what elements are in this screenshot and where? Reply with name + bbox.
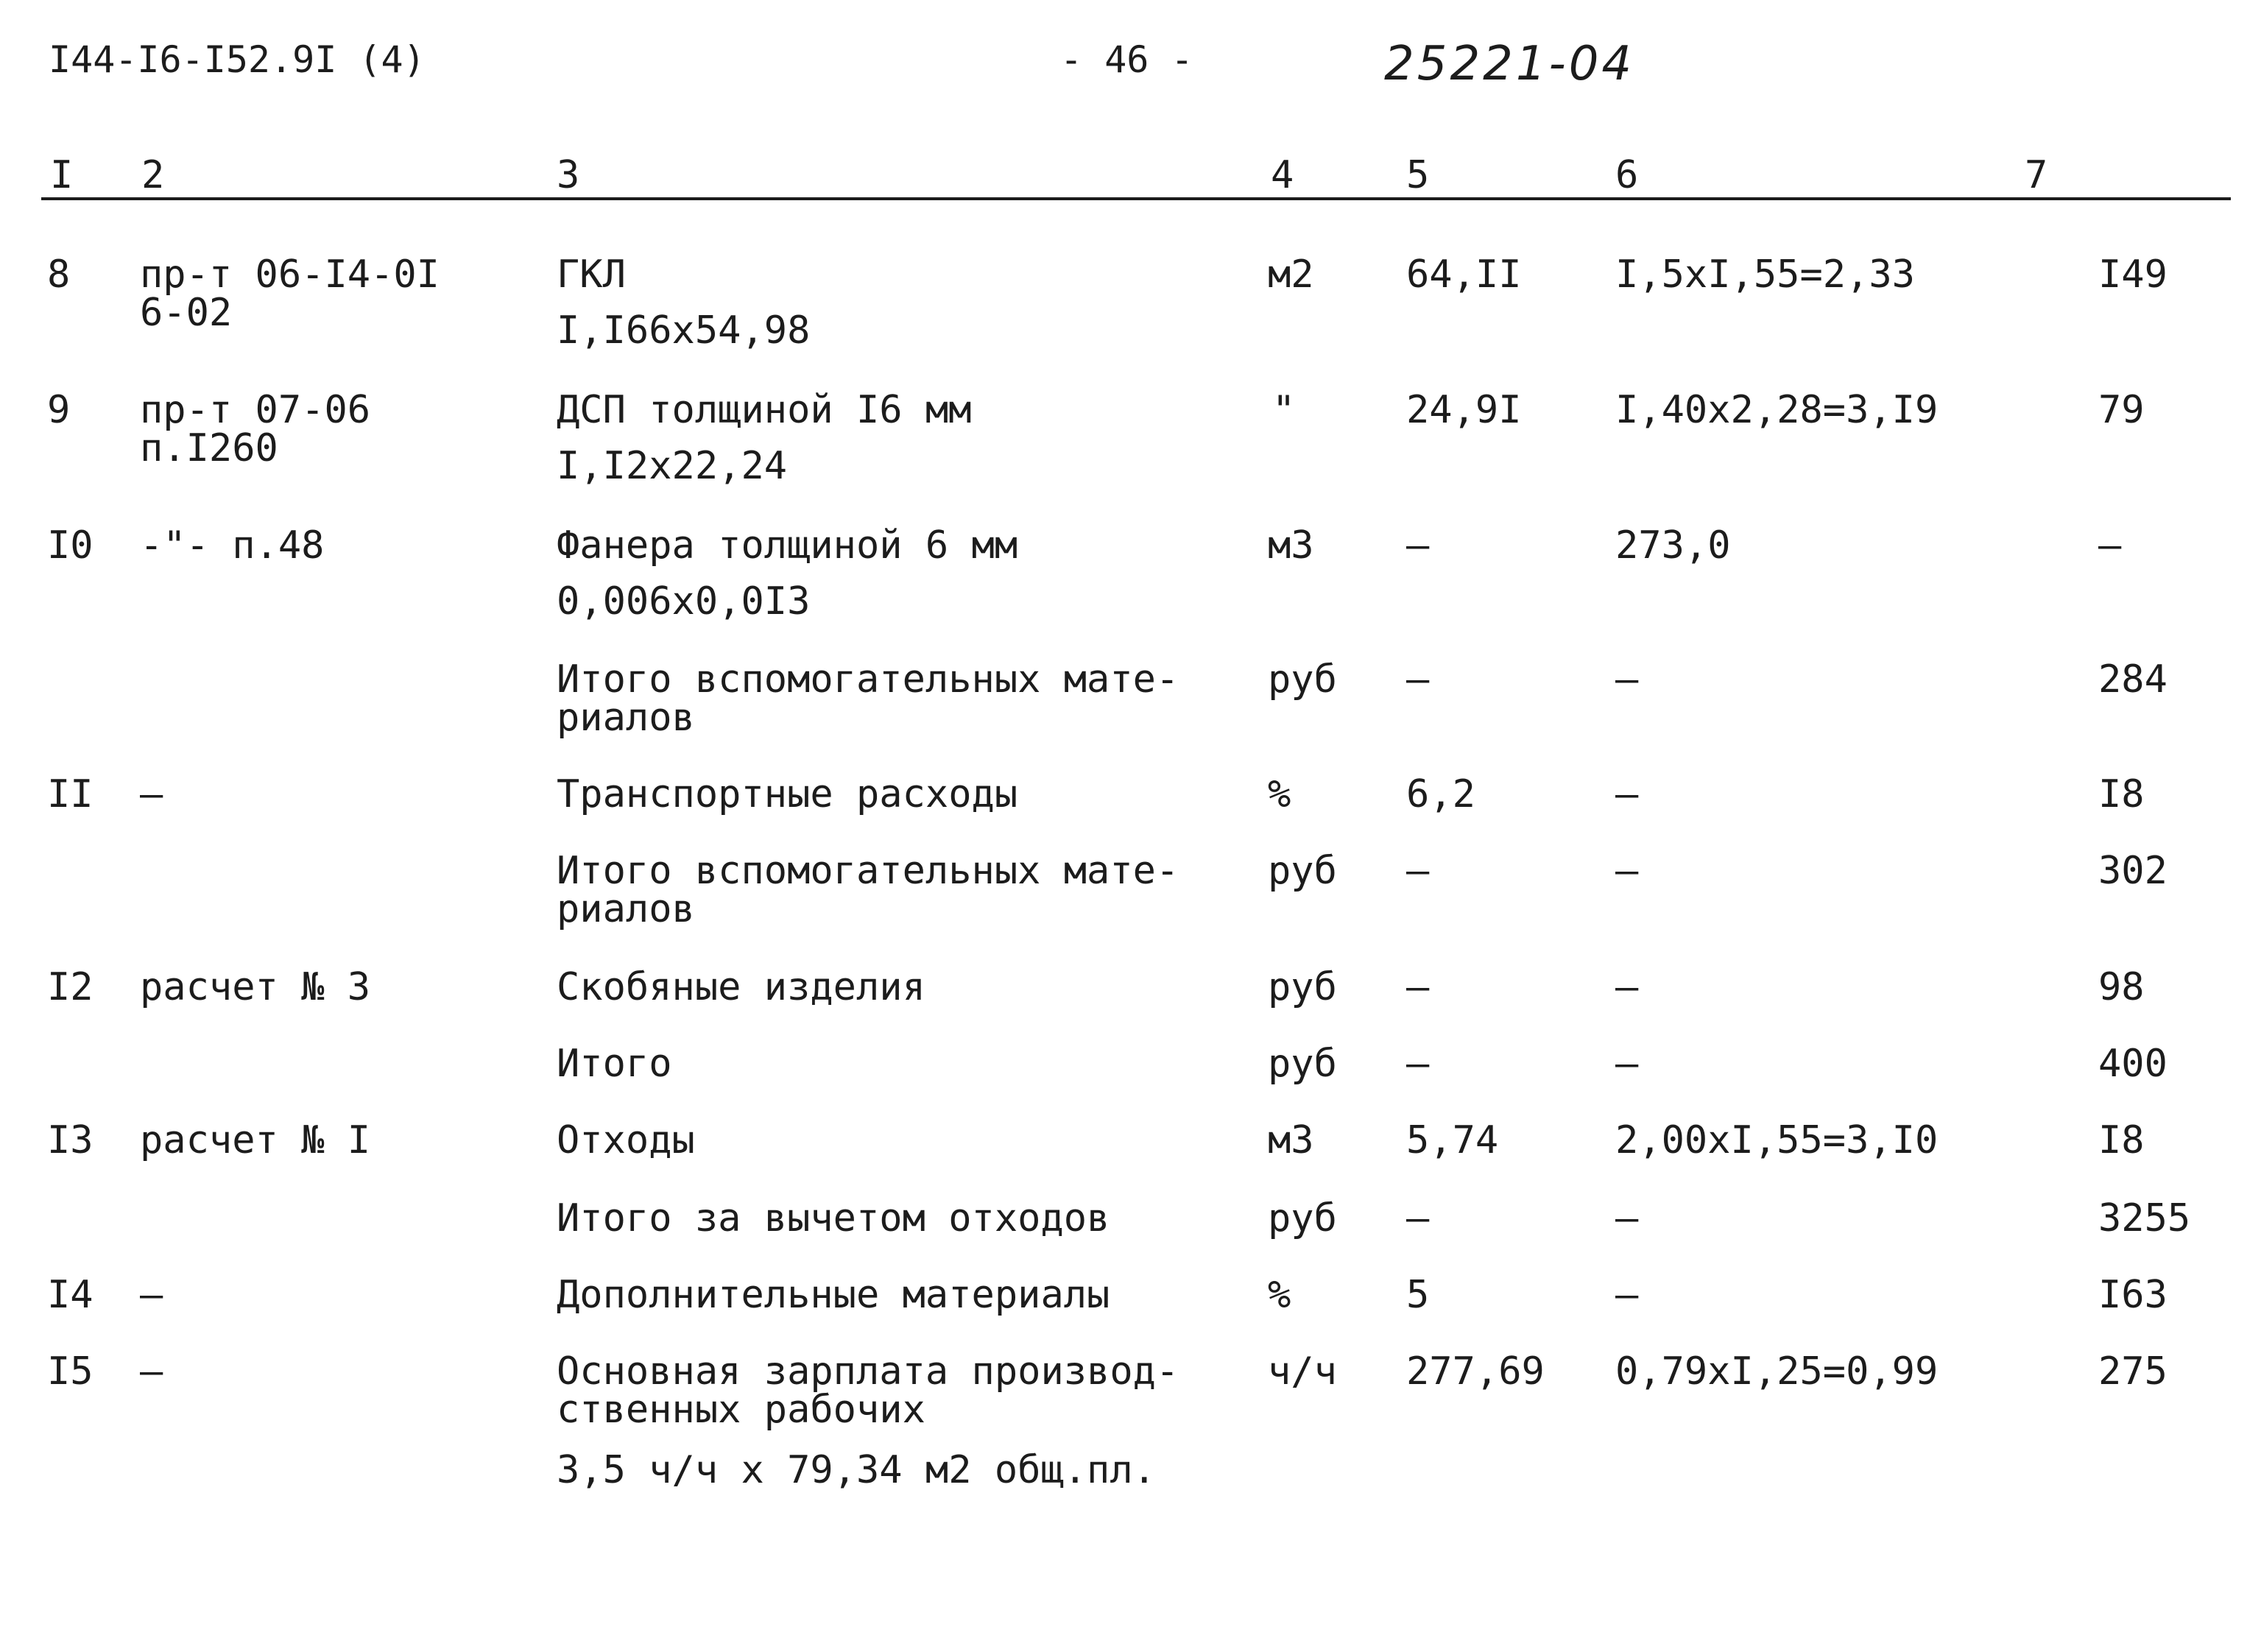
- row-total: 275: [2098, 1349, 2167, 1394]
- row-quantity: –: [1406, 657, 1430, 702]
- row-number: I3: [47, 1118, 94, 1162]
- row-total: I49: [2098, 253, 2167, 297]
- row-reference: –: [140, 772, 163, 816]
- row-name: Скобяные изделия: [557, 965, 925, 1009]
- row-total: 400: [2098, 1042, 2167, 1086]
- row-price: –: [1615, 772, 1639, 816]
- row-price: 0,79xI,25=0,99: [1615, 1349, 1939, 1394]
- row-quantity: –: [1406, 523, 1430, 568]
- row-total: –: [2098, 523, 2122, 568]
- row-unit: %: [1268, 772, 1291, 816]
- row-number: II: [47, 772, 94, 816]
- row-reference-line2: п.I260: [140, 426, 278, 470]
- row-unit: %: [1268, 1273, 1291, 1317]
- row-unit: м3: [1268, 1118, 1314, 1162]
- row-name: Основная зарплата производ-: [557, 1349, 1179, 1394]
- row-reference-line2: 6-02: [140, 291, 233, 335]
- row-name: Транспортные расходы: [557, 772, 1018, 816]
- row-total: 284: [2098, 657, 2167, 702]
- row-number: I2: [47, 965, 94, 1009]
- row-name: Итого за вычетом отходов: [557, 1196, 1110, 1240]
- row-quantity: –: [1406, 965, 1430, 1009]
- row-reference: пр-т 06-I4-0I: [140, 253, 440, 297]
- row-reference: расчет № 3: [140, 965, 371, 1009]
- row-quantity: –: [1406, 1042, 1430, 1086]
- row-name: Итого вспомогательных мате-: [557, 657, 1179, 702]
- row-total: I8: [2098, 772, 2145, 816]
- row-calculation: 0,006x0,0I3: [557, 579, 811, 624]
- row-unit: м3: [1268, 523, 1314, 568]
- row-unit: руб: [1268, 1196, 1337, 1240]
- row-number: 8: [47, 253, 71, 297]
- row-name: Итого вспомогательных мате-: [557, 849, 1179, 893]
- column-number-1: I: [50, 153, 74, 197]
- row-total: 3255: [2098, 1196, 2191, 1240]
- row-name-line2: риалов: [557, 887, 695, 931]
- row-quantity: 64,II: [1406, 253, 1522, 297]
- row-number: I0: [47, 523, 94, 568]
- row-unit: руб: [1268, 1042, 1337, 1086]
- row-unit: руб: [1268, 849, 1337, 893]
- row-quantity: –: [1406, 849, 1430, 893]
- row-price: –: [1615, 657, 1639, 702]
- row-name: Отходы: [557, 1118, 695, 1162]
- page-number: - 46 -: [1060, 38, 1193, 81]
- row-name: Фанера толщиной 6 мм: [557, 523, 1018, 568]
- column-number-6: 6: [1615, 153, 1639, 197]
- row-price: –: [1615, 849, 1639, 893]
- row-name: ГКЛ: [557, 253, 626, 297]
- row-reference: –: [140, 1349, 163, 1394]
- row-total: 79: [2098, 388, 2145, 432]
- row-quantity: 24,9I: [1406, 388, 1522, 432]
- row-reference: -"- п.48: [140, 523, 325, 568]
- row-quantity: 6,2: [1406, 772, 1475, 816]
- row-name: Итого: [557, 1042, 672, 1086]
- row-unit: ч/ч: [1268, 1349, 1337, 1394]
- row-reference: пр-т 07-06: [140, 388, 371, 432]
- column-number-7: 7: [2025, 153, 2048, 197]
- row-quantity: 277,69: [1406, 1349, 1545, 1394]
- row-price: 2,00xI,55=3,I0: [1615, 1118, 1939, 1162]
- row-reference: расчет № I: [140, 1118, 371, 1162]
- row-name-line2: риалов: [557, 696, 695, 740]
- row-unit: ": [1272, 388, 1296, 432]
- row-total: I8: [2098, 1118, 2145, 1162]
- row-price: 273,0: [1615, 523, 1731, 568]
- row-calculation: I,I2x22,24: [557, 444, 788, 488]
- row-calculation: 3,5 ч/ч x 79,34 м2 общ.пл.: [557, 1448, 1156, 1492]
- handwritten-registration-number: 25221-04: [1384, 37, 1635, 91]
- row-quantity: 5: [1406, 1273, 1430, 1317]
- row-name: ДСП толщиной I6 мм: [557, 388, 972, 432]
- row-unit: м2: [1268, 253, 1314, 297]
- column-number-5: 5: [1406, 153, 1430, 197]
- row-price: I,40x2,28=3,I9: [1615, 388, 1939, 432]
- row-number: I5: [47, 1349, 94, 1394]
- row-total: I63: [2098, 1273, 2167, 1317]
- header-rule: [41, 197, 2231, 200]
- row-unit: руб: [1268, 965, 1337, 1009]
- row-quantity: 5,74: [1406, 1118, 1499, 1162]
- row-name-line2: ственных рабочих: [557, 1388, 925, 1432]
- row-price: –: [1615, 965, 1639, 1009]
- row-price: I,5xI,55=2,33: [1615, 253, 1915, 297]
- row-price: –: [1615, 1196, 1639, 1240]
- document-code: I44-I6-I52.9I (4): [49, 38, 426, 81]
- column-number-3: 3: [557, 153, 580, 197]
- row-unit: руб: [1268, 657, 1337, 702]
- row-number: I4: [47, 1273, 94, 1317]
- row-name: Дополнительные материалы: [557, 1273, 1110, 1317]
- column-number-4: 4: [1271, 153, 1294, 197]
- row-total: 302: [2098, 849, 2167, 893]
- row-price: –: [1615, 1273, 1639, 1317]
- row-calculation: I,I66x54,98: [557, 308, 811, 353]
- row-total: 98: [2098, 965, 2145, 1009]
- row-number: 9: [47, 388, 71, 432]
- row-quantity: –: [1406, 1196, 1430, 1240]
- row-reference: –: [140, 1273, 163, 1317]
- column-number-2: 2: [141, 153, 165, 197]
- row-price: –: [1615, 1042, 1639, 1086]
